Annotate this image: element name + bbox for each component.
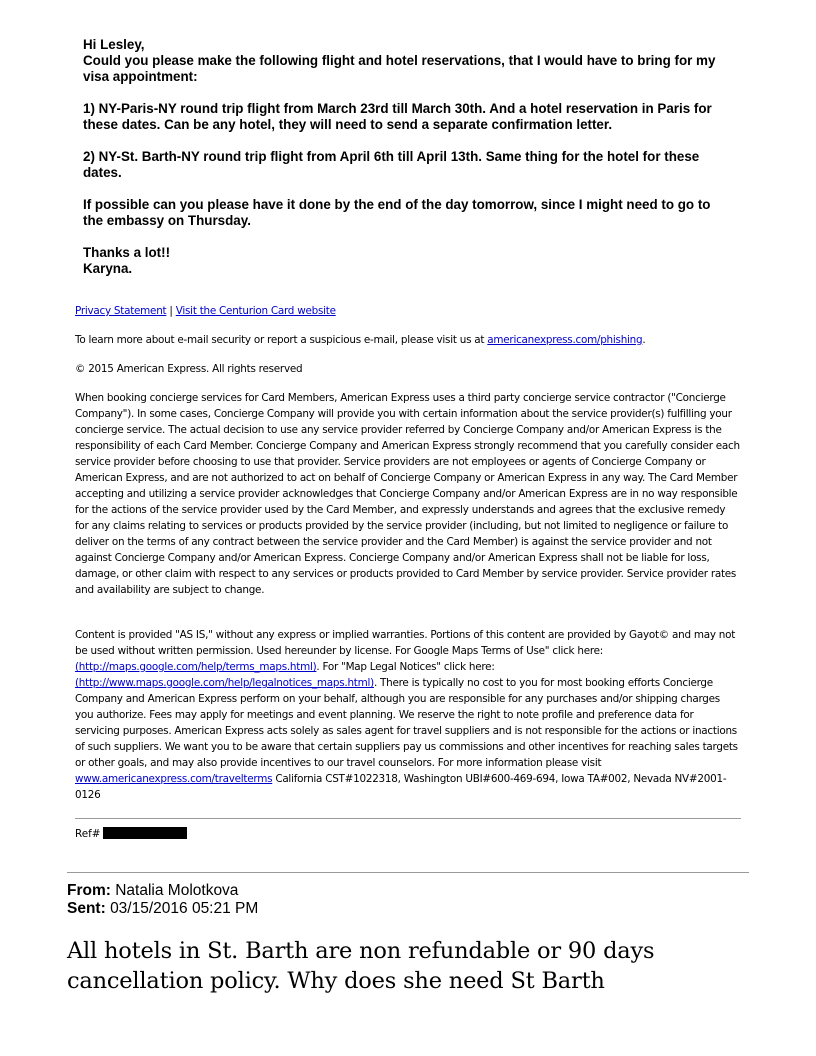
redaction-bar	[103, 827, 187, 839]
privacy-statement-link[interactable]: Privacy Statement	[75, 305, 167, 317]
legal-notices-link[interactable]: (http://www.maps.google.com/help/legalnotices_maps.html)	[75, 677, 374, 689]
security-notice	[75, 332, 741, 348]
security-end: .	[642, 334, 646, 346]
greeting: Hi Lesley,	[83, 37, 145, 52]
link-separator: |	[169, 305, 173, 317]
thanks: Thanks a lot!!	[83, 245, 171, 260]
footer-divider	[75, 818, 741, 819]
content-disclaimer	[75, 627, 741, 803]
travelterms-link[interactable]: www.americanexpress.com/travelterms	[75, 773, 273, 785]
centurion-card-link[interactable]: Visit the Centurion Card website	[175, 305, 336, 317]
sent-label: Sent:	[67, 900, 106, 917]
item-st-barth: 2) NY-St. Barth-NY round trip flight from April 6th till April 13th. Same thing for the hotel for these dates.	[83, 149, 700, 180]
content-part-4: California CST#1022318, Washington UBI#600-469-694, Iowa TA#002, Nevada NV#2001-0126	[75, 773, 727, 801]
security-text: To learn more about e-mail security or report a suspicious e-mail, please visit us at	[75, 334, 485, 346]
reference-line	[75, 826, 187, 842]
original-message	[83, 37, 733, 277]
ref-label: Ref#	[75, 828, 101, 840]
content-part-2: . For "Map Legal Notices" click here:	[316, 661, 495, 673]
footer-links	[75, 303, 741, 319]
content-part-1: Content is provided "AS IS," without any express or implied warranties. Portions of this content are provided by Gayot© and may not be used without written permission. Used hereunder by license. For Google Maps Terms of Use" click here:	[75, 629, 736, 657]
from-value: Natalia Molotkova	[115, 882, 239, 899]
content-part-3: . There is typically no cost to you for most booking efforts Concierge Company and American Express perform on your behalf, although you are responsible for any purchases and/or shipping charges you authorize. Fees may apply for meetings and event planning. We reserve the right to note profile and preference data for servicing purposes. American Express acts solely as sales agent for travel suppliers and is not responsible for the actions or inactions of such suppliers. We want you to be aware that certain suppliers pay us commissions and other incentives for reaching sales targets or other goals, and may also provide incentives to our travel counselors. For more information please visit	[75, 677, 738, 769]
sent-value: 03/15/2016 05:21 PM	[110, 900, 259, 917]
concierge-disclaimer: When booking concierge services for Card Members, American Express uses a third party concierge service contractor ("Concierge Company"). In some cases, Concierge Company will provide you with certain information about the service provider(s) fulfilling your concierge service. The actual decision to use any service provider referred by Concierge Company and/or American Express is the responsibility of each Card Member. Concierge Company and American Express strongly recommend that you carefully consider each service provider before choosing to use that provider. Service providers are not employees or agents of Concierge Company or American Express, and are not authorized to act on behalf of Concierge Company or American Express in any way. The Card Member accepting and utilizing a service provider acknowledges that Concierge Company and/or American Express are in no way responsible for the actions of the service provider used by the Card Member, and expressly understands and agrees that the exclusive remedy for any claims relating to services or products provided by the service provider (including, but not limited to negligence or failure to deliver on the terms of any contract between the service provider and the Card Member) is against the service provider and not against Concierge Company and/or American Express. Concierge Company and/or American Express shall not be liable for loss, damage, or other claim with respect to any services or products provided to Card Member by service provider. Service provider rates and availability are subject to change.	[75, 392, 740, 596]
reply-body: All hotels in St. Barth are non refundable or 90 days cancellation policy. Why does she need St Barth	[67, 938, 655, 994]
item-paris: 1) NY-Paris-NY round trip flight from March 23rd till March 30th. And a hotel reservation in Paris for these dates. Can be any hotel, they will need to send a separate confirmation letter.	[83, 101, 712, 132]
request-text: Could you please make the following flight and hotel reservations, that I would have to bring for my visa appointment:	[83, 53, 716, 84]
signature: Karyna.	[83, 261, 133, 276]
maps-terms-link[interactable]: (http://maps.google.com/help/terms_maps.html)	[75, 661, 317, 673]
from-line	[67, 882, 238, 900]
closing-request: If possible can you please have it done by the end of the day tomorrow, since I might need to go to the embassy on Thursday.	[83, 197, 711, 228]
reply-divider	[67, 872, 749, 873]
copyright: © 2015 American Express. All rights reserved	[75, 363, 303, 375]
phishing-link[interactable]: americanexpress.com/phishing	[487, 334, 643, 346]
from-label: From:	[67, 882, 111, 899]
sent-line	[67, 900, 258, 918]
